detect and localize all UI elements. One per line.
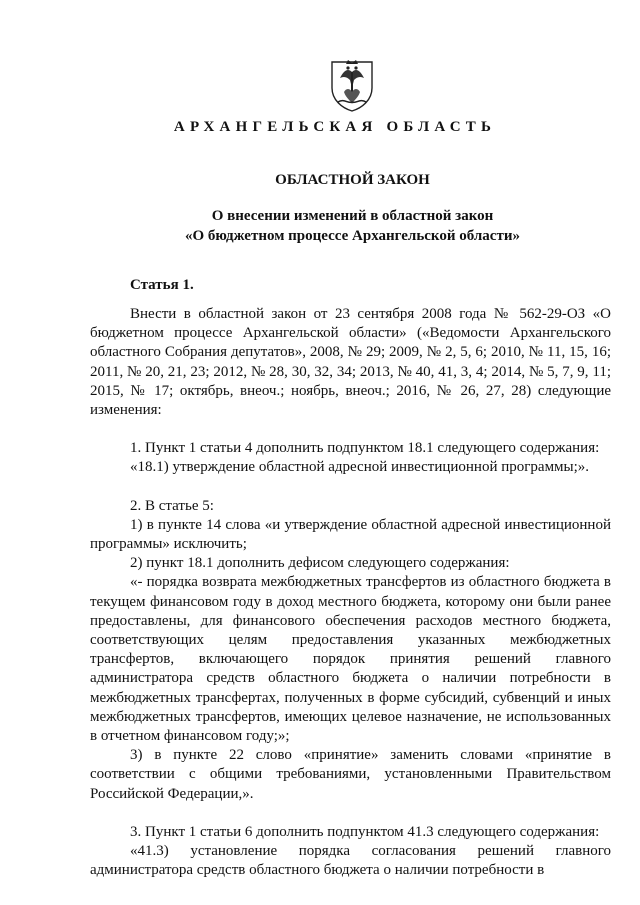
law-type: ОБЛАСТНОЙ ЗАКОН: [275, 172, 430, 188]
region-name: АРХАНГЕЛЬСКАЯ ОБЛАСТЬ: [173, 119, 497, 135]
paragraph: «- порядка возврата межбюджетных трансфертов из областного бюджета в текущем финансовом году в доход местного бюджета, которому они были ранее предоставлены, для финансового обеспечения расходов местного бюджета, соответствующих целям предоставления указанных межбюджетных трансфертов, включающего порядок принятия решений главного администратора средств областного бюджета о наличии потребности в межбюджетных трансфертах, полученных в форме субсидий, субвенций и иных межбюджетных трансфертов, имеющих целевое назначение, не использованных в отчетном финансовом году;»;: [90, 574, 611, 745]
article-heading: Статья 1.: [130, 277, 194, 293]
paragraph: «41.3) установление порядка согласования решений главного администратора средств областного бюджета о наличии потребности в: [90, 843, 611, 879]
paragraph: Внести в областной закон от 23 сентября 2008 года № 562-29-ОЗ «О бюджетном процессе Архангельской области» («Ведомости Архангельского областного Собрания депутатов», 2008, № 29; 2009, № 2, 5, 6; 2010, № 11, 15, 16; 2011, № 20, 21, 23; 2012, № 28, 30, 32, 34; 2013, № 40, 41, 3, 4; 2014, № 5, 7, 9, 11; 2015, № 17; октябрь, внеоч.; ноябрь, внеоч.; 2016, № 26, 27, 28) следующие изменения:: [90, 306, 611, 419]
paragraph: 2. В статье 5:: [130, 497, 214, 514]
paragraph: 2) пункт 18.1 дополнить дефисом следующего содержания:: [130, 555, 510, 572]
article-body: [90, 305, 611, 880]
coat-of-arms-icon: [326, 58, 378, 112]
paragraph: 3. Пункт 1 статьи 6 дополнить подпунктом 41.3 следующего содержания:: [130, 823, 600, 840]
law-title: [0, 206, 640, 246]
law-title-line-1: О внесении изменений в областной закон: [211, 208, 494, 224]
paragraph: 1) в пункте 14 слова «и утверждение областной адресной инвестиционной программы» исключить;: [90, 516, 611, 553]
paragraph: 1. Пункт 1 статьи 4 дополнить подпунктом 18.1 следующего содержания:: [130, 440, 600, 457]
law-title-line-2: «О бюджетном процессе Архангельской области»: [185, 228, 520, 244]
paragraph: «18.1) утверждение областной адресной инвестиционной программы;».: [130, 459, 590, 476]
paragraph: 3) в пункте 22 слово «принятие» заменить словами «принятие в соответствии с общими требованиями, установленными Правительством Российской Федерации,».: [90, 747, 611, 802]
